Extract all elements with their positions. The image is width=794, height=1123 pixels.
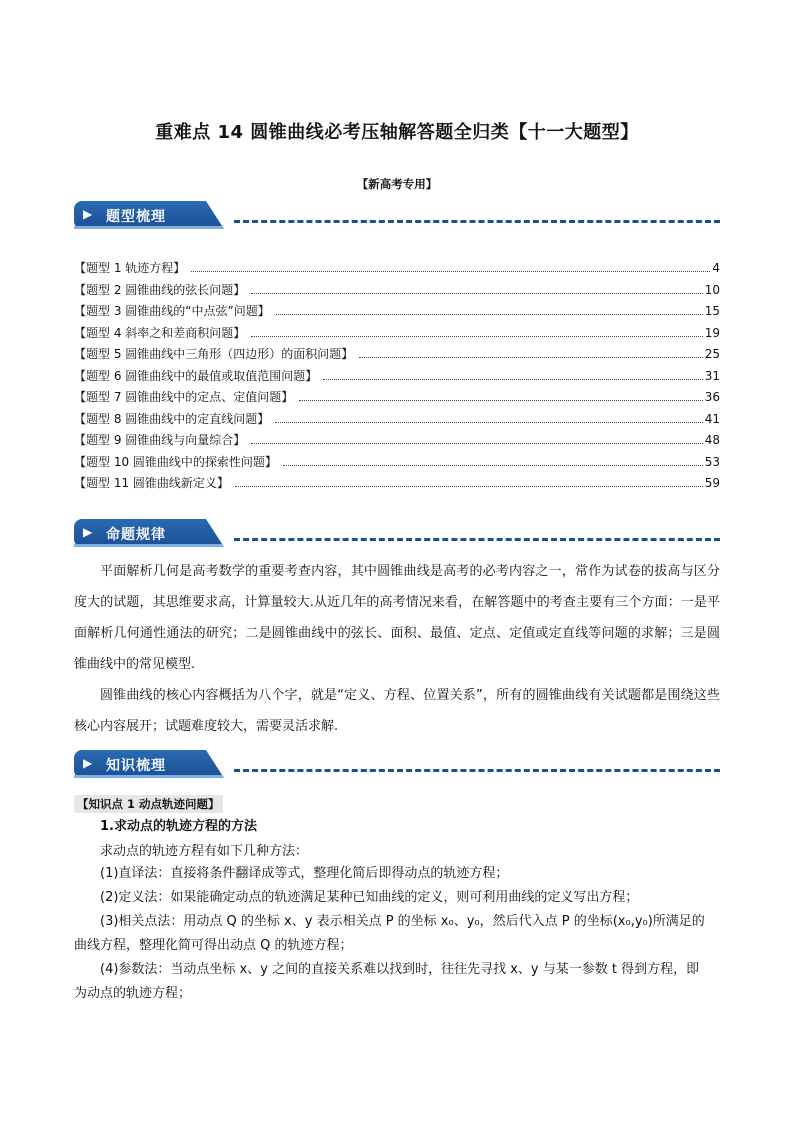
method-item: (3)相关点法：用动点 Q 的坐标 x、y 表示相关点 P 的坐标 x₀、y₀，然后代入点 P 的坐标(x₀,y₀)所满足的 [100, 914, 705, 929]
section-header-types [74, 201, 720, 231]
dashed-divider [234, 538, 720, 541]
toc-title: 【题型 10 圆锥曲线中的探索性问题】 [74, 454, 277, 469]
toc-item[interactable] [74, 302, 720, 324]
section-header-knowledge [74, 750, 720, 780]
body-paragraph: 平面解析几何是高考数学的重要考查内容，其中圆锥曲线是高考的必考内容之一，常作为试卷的拔高与区分度大的试题，其思维要求高，计算量较大.从近几年的高考情况来看，在解答题中的考查主要有三个方面：一是平面解析几何通性通法的研究；二是圆锥曲线中的弦长、面积、最值、定点、定值或定直线等问题的求解；三是圆锥曲线中的常见模型. [74, 564, 720, 672]
toc-page: 41 [704, 411, 720, 426]
toc-page: 48 [704, 433, 720, 447]
knowledge-heading: 1.求动点的轨迹方程的方法 [100, 819, 257, 834]
section-label: 题型梳理 [106, 209, 166, 225]
toc-title: 【题型 7 圆锥曲线中的定点、定值问题】 [74, 390, 294, 404]
toc-leader [235, 485, 703, 487]
method-item: (2)定义法：如果能确定动点的轨迹满足某种已知曲线的定义，则可利用曲线的定义写出方程； [100, 890, 639, 905]
toc-page: 31 [704, 368, 720, 383]
page-subtitle: 【新高考专用】 [356, 177, 438, 191]
section-label: 知识梳理 [106, 758, 166, 774]
toc-title: 【题型 5 圆锥曲线中三角形（四边形）的面积问题】 [74, 347, 354, 361]
toc-title: 【题型 1 轨迹方程】 [74, 261, 186, 275]
method-item: (4)参数法：当动点坐标 x、y 之间的直接关系难以找到时，往往先寻找 x、y 与某一参数 t 得到方程，即 [100, 962, 700, 977]
toc-leader [283, 464, 703, 466]
toc-title: 【题型 3 圆锥曲线的“中点弦”问题】 [74, 304, 270, 318]
toc-item[interactable] [74, 367, 720, 389]
toc-title: 【题型 11 圆锥曲线新定义】 [74, 476, 229, 490]
toc-item[interactable] [74, 410, 720, 432]
play-arrow-icon: ▶ [83, 525, 93, 539]
toc-item[interactable] [74, 453, 720, 475]
knowledge-intro: 求动点的轨迹方程有如下几种方法： [100, 844, 309, 859]
toc-leader [251, 335, 702, 337]
toc-page: 4 [712, 261, 720, 275]
dashed-divider [234, 220, 720, 223]
table-of-contents [74, 259, 720, 496]
toc-item[interactable] [74, 431, 720, 453]
section-label: 命题规律 [106, 527, 166, 543]
toc-leader [251, 292, 702, 294]
page-title: 重难点 14 圆锥曲线必考压轴解答题全归类【十一大题型】 [155, 122, 639, 143]
toc-title: 【题型 9 圆锥曲线与向量综合】 [74, 433, 246, 447]
toc-leader [251, 442, 702, 444]
toc-title: 【题型 6 圆锥曲线中的最值或取值范围问题】 [74, 368, 318, 383]
toc-page: 53 [704, 454, 720, 469]
method-item-cont: 曲线方程，整理化简可得出动点 Q 的轨迹方程； [74, 938, 353, 953]
method-item-cont: 为动点的轨迹方程； [74, 986, 192, 1001]
toc-item[interactable] [74, 324, 720, 346]
toc-leader [191, 270, 710, 272]
toc-title: 【题型 2 圆锥曲线的弦长问题】 [74, 282, 246, 297]
toc-page: 25 [704, 347, 720, 361]
toc-item[interactable] [74, 281, 720, 303]
toc-leader [359, 356, 702, 358]
toc-leader [275, 421, 702, 423]
toc-page: 19 [704, 325, 720, 340]
play-arrow-icon: ▶ [83, 207, 93, 221]
toc-item[interactable] [74, 474, 720, 496]
toc-page: 15 [704, 304, 720, 318]
toc-page: 10 [704, 282, 720, 297]
toc-item[interactable] [74, 259, 720, 281]
toc-item[interactable] [74, 388, 720, 410]
toc-title: 【题型 8 圆锥曲线中的定直线问题】 [74, 411, 270, 426]
play-arrow-icon: ▶ [83, 756, 93, 770]
toc-leader [299, 399, 702, 401]
toc-page: 59 [704, 476, 720, 490]
method-item: (1)直译法：直接将条件翻译成等式，整理化简后即得动点的轨迹方程； [100, 866, 509, 881]
section-header-rules [74, 519, 720, 549]
toc-title: 【题型 4 斜率之和差商积问题】 [74, 325, 246, 340]
toc-item[interactable] [74, 345, 720, 367]
knowledge-point-tag: 【知识点 1 动点轨迹问题】 [74, 795, 223, 813]
body-paragraph: 圆锥曲线的核心内容概括为八个字，就是“定义、方程、位置关系”，所有的圆锥曲线有关试题都是围绕这些核心内容展开；试题难度较大，需要灵活求解. [74, 688, 720, 734]
toc-leader [323, 378, 702, 380]
toc-page: 36 [704, 390, 720, 404]
toc-leader [276, 313, 703, 315]
dashed-divider [234, 769, 720, 772]
